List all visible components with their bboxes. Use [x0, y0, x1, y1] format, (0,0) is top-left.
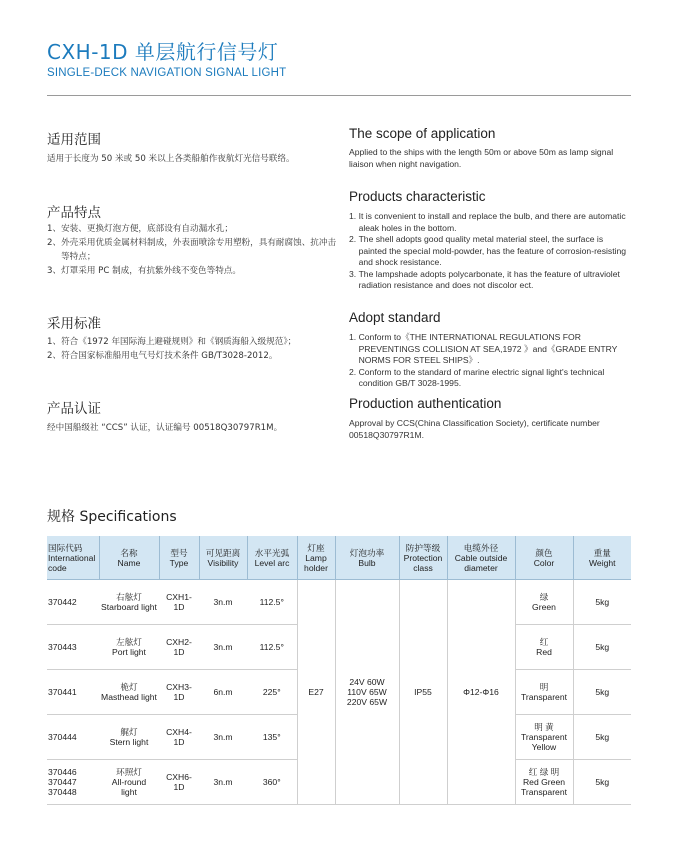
scope-text-en: Applied to the ships with the length 50m or above 50m as lamp signal liaison when night navigation. [349, 147, 614, 169]
list-item: 2. The shell adopts good quality metal material steel, the surface is painted the special mold-powder, has the feature of corrosion-resisting and shock resistance. [349, 234, 627, 267]
column-header-color: 颜色 Color [515, 536, 573, 580]
name-cell: 环照灯 All-round light [99, 760, 159, 805]
level-arc-cell: 225° [247, 670, 297, 715]
page-subtitle: SINGLE-DECK NAVIGATION SIGNAL LIGHT [47, 67, 287, 79]
auth-text-en: Approval by CCS(China Classification Society), certificate number 00518Q30797R1M. [349, 418, 600, 440]
column-header-level-arc: 水平光弧 Level arc [247, 536, 297, 580]
code-cell: 370442 [47, 580, 99, 625]
cable-diameter-cell: Φ12-Φ16 [447, 580, 515, 805]
table-header-row [47, 536, 631, 580]
code-cell: 370444 [47, 715, 99, 760]
list-item: 1、 符合《1972 年国际海上避碰规则》和《钢质海船入级规范》； [47, 337, 297, 347]
list-item: 3、 灯罩采用 PC 制成，有抗紫外线不变色等特点。 [47, 266, 241, 276]
column-header-visibility: 可见距离 Visibility [199, 536, 247, 580]
color-cell: 红 Red [515, 625, 573, 670]
list-item: 2. Conform to the standard of marine electric signal light's technical condition GB/T 3028-1995. [349, 366, 605, 388]
code-cell: 370441 [47, 670, 99, 715]
code-cell: 370446 370447 370448 [47, 760, 99, 805]
code-cell: 370443 [47, 625, 99, 670]
header-divider [47, 95, 631, 96]
list-item: 2、 符合国家标准船用电气号灯技术条件 GB/T3028-2012。 [47, 351, 278, 361]
standard-list-cn [47, 335, 337, 363]
color-cell: 明 黄 Transparent Yellow [515, 715, 573, 760]
standard-heading-en: Adopt standard [349, 310, 441, 325]
color-cell: 红 绿 明 Red Green Transparent [515, 760, 573, 805]
type-cell: CXH4-1D [159, 715, 199, 760]
color-cell: 明 Transparent [515, 670, 573, 715]
visibility-cell: 6n.m [199, 670, 247, 715]
type-cell: CXH6-1D [159, 760, 199, 805]
list-item: 3. The lampshade adopts polycarbonate, it has the feature of ultraviolet radiation resistance and does not discolor ect. [349, 268, 620, 290]
features-heading-cn: 产品特点 [47, 205, 101, 221]
column-header-protection-class: 防护等级 Protection class [399, 536, 447, 580]
auth-heading-en: Production authentication [349, 396, 502, 411]
level-arc-cell: 135° [247, 715, 297, 760]
weight-cell: 5kg [573, 760, 631, 805]
features-heading-en: Products characteristic [349, 189, 486, 204]
visibility-cell: 3n.m [199, 715, 247, 760]
lamp-holder-cell: E27 [297, 580, 335, 805]
column-header-cable-diameter: 电缆外径 Cable outside diameter [447, 536, 515, 580]
level-arc-cell: 112.5° [247, 625, 297, 670]
weight-cell: 5kg [573, 715, 631, 760]
visibility-cell: 3n.m [199, 580, 247, 625]
name-cell: 桅灯 Masthead light [99, 670, 159, 715]
list-item: 1. It is convenient to install and replace the bulb, and there are automatic aleak holes in the bottom. [349, 211, 626, 233]
visibility-cell: 3n.m [199, 760, 247, 805]
weight-cell: 5kg [573, 625, 631, 670]
standard-list-en [349, 332, 632, 390]
list-item: 1、 安装、更换灯泡方便，底部设有自动漏水孔； [47, 224, 233, 234]
name-cell: 艉灯 Stern light [99, 715, 159, 760]
bulb-cell: 24V 60W 110V 65W 220V 65W [335, 580, 399, 805]
level-arc-cell: 360° [247, 760, 297, 805]
name-cell: 右舷灯 Starboard light [99, 580, 159, 625]
list-item: 1. Conform to《THE INTERNATIONAL REGULATIONS FOR PREVENTINGS COLLISION AT SEA,1972 》and《GRADE ENTRY NORMS FOR STEEL SHIPS》. [349, 332, 618, 365]
level-arc-cell: 112.5° [247, 580, 297, 625]
list-item: 2、 外壳采用优质金属材料制成，外表面喷涂专用塑粉，具有耐腐蚀、抗冲击等特点； [47, 238, 337, 262]
features-list-en [349, 211, 632, 292]
type-cell: CXH3-1D [159, 670, 199, 715]
features-list-cn [47, 222, 337, 278]
color-cell: 绿 Green [515, 580, 573, 625]
weight-cell: 5kg [573, 580, 631, 625]
auth-text-cn: 经中国船级社 “CCS” 认证，认证编号 00518Q30797R1M。 [47, 423, 283, 433]
protection-class-cell: IP55 [399, 580, 447, 805]
type-cell: CXH1-1D [159, 580, 199, 625]
name-cell: 左舷灯 Port light [99, 625, 159, 670]
column-header-name: 名称 Name [99, 536, 159, 580]
standard-heading-cn: 采用标准 [47, 316, 101, 332]
scope-text-cn: 适用于长度为 50 米或 50 米以上各类船舶作夜航灯光信号联络。 [47, 154, 295, 164]
table-row [47, 580, 631, 625]
page-title: CXH-1D 单层航行信号灯 [47, 40, 279, 64]
column-header-type: 型号 Type [159, 536, 199, 580]
column-header-lamp-holder: 灯座 Lamp holder [297, 536, 335, 580]
spec-table [47, 536, 631, 805]
column-header-bulb: 灯泡功率 Bulb [335, 536, 399, 580]
type-cell: CXH2-1D [159, 625, 199, 670]
weight-cell: 5kg [573, 670, 631, 715]
column-header-code: 国际代码 International code [47, 536, 99, 580]
scope-heading-en: The scope of application [349, 126, 496, 141]
scope-heading-cn: 适用范围 [47, 132, 101, 148]
visibility-cell: 3n.m [199, 625, 247, 670]
column-header-weight: 重量 Weight [573, 536, 631, 580]
auth-heading-cn: 产品认证 [47, 401, 101, 417]
spec-title: 规格 Specifications [47, 509, 177, 525]
